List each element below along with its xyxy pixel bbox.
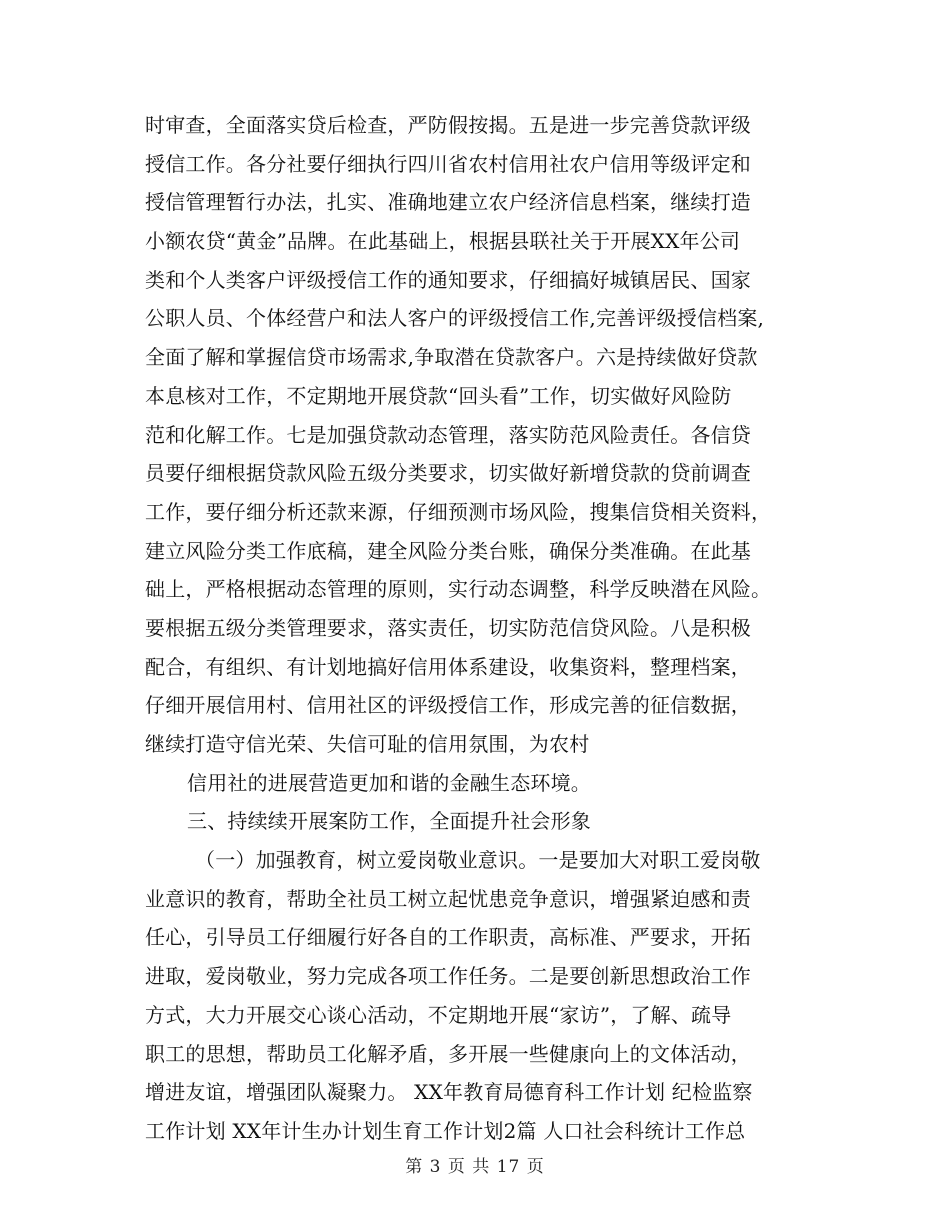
section-heading: 三、持续续开展案防工作，全面提升社会形象 [187, 809, 591, 834]
text-line: 时审查，全面落实贷后检查，严防假按揭。五是进一步完善贷款评级 [145, 113, 751, 137]
text-line: 配合，有组织、有计划地搞好信用体系建设，收集资料，整理档案， [145, 654, 751, 679]
text-line: 本息核对工作，不定期地开展贷款“回头看”工作，切实做好风险防 [145, 383, 732, 408]
paragraph-line: 信用社的进展营造更加和谐的金融生态环境。 [187, 770, 591, 795]
body-text [145, 106, 825, 1151]
text-line: 公职人员、个体经营户和法人客户的评级授信工作,完善评级授信档案, [145, 306, 765, 331]
text-line: 任心，引导员工仔细履行好各自的工作职责，高标准、严要求，开拓 [145, 925, 751, 950]
text-line: 要根据五级分类管理要求，落实责任，切实防范信贷风险。八是积极 [145, 615, 751, 640]
text-line: 类和个人类客户评级授信工作的通知要求，仔细搞好城镇居民、国家 [145, 267, 751, 292]
page-number-footer: 第 3 页 共 17 页 [405, 1157, 545, 1177]
text-line: 授信工作。各分社要仔细执行四川省农村信用社农户信用等级评定和 [145, 151, 751, 176]
text-line: 工作，要仔细分析还款来源，仔细预测市场风险，搜集信贷相关资料， [145, 499, 772, 524]
text-line: 方式，大力开展交心谈心活动，不定期地开展“家访”，了解、疏导 [145, 1002, 732, 1027]
text-line: 全面了解和掌握信贷市场需求,争取潜在贷款客户。六是持续做好贷款 [145, 345, 758, 370]
text-line: 进取，爱岗敬业，努力完成各项工作任务。二是要创新思想政治工作 [145, 964, 751, 989]
text-line: 员要仔细根据贷款风险五级分类要求，切实做好新增贷款的贷前调查 [145, 461, 751, 486]
text-line: 授信管理暂行办法，扎实、准确地建立农户经济信息档案，继续打造 [145, 190, 751, 215]
text-line: 范和化解工作。七是加强贷款动态管理，落实防范风险责任。各信贷 [145, 422, 751, 447]
subsection-heading-line: （一）加强教育，树立爱岗敬业意识。一是要加大对职工爱岗敬 [195, 848, 761, 873]
text-line: 业意识的教育，帮助全社员工树立起忧患竞争意识，增强紧迫感和责 [145, 886, 751, 911]
text-line: 增进友谊，增强团队凝聚力。 XX年教育局德育科工作计划 纪检监察 [145, 1080, 753, 1105]
text-line: 继续打造守信光荣、失信可耻的信用氛围，为农村 [145, 732, 590, 756]
text-line: 建立风险分类工作底稿，建全风险分类台账，确保分类准确。在此基 [145, 538, 751, 563]
text-line: 础上，严格根据动态管理的原则，实行动态调整，科学反映潜在风险。 [145, 577, 772, 602]
text-line: 小额农贷“黄金”品牌。在此基础上，根据县联社关于开展XX年公司 [145, 229, 741, 254]
text-line: 职工的思想，帮助员工化解矛盾，多开展一些健康向上的文体活动， [145, 1041, 751, 1066]
text-line: 仔细开展信用村、信用社区的评级授信工作，形成完善的征信数据， [145, 693, 751, 718]
text-line: 工作计划 XX年计生办计划生育工作计划2篇 人口社会科统计工作总 [145, 1118, 746, 1143]
